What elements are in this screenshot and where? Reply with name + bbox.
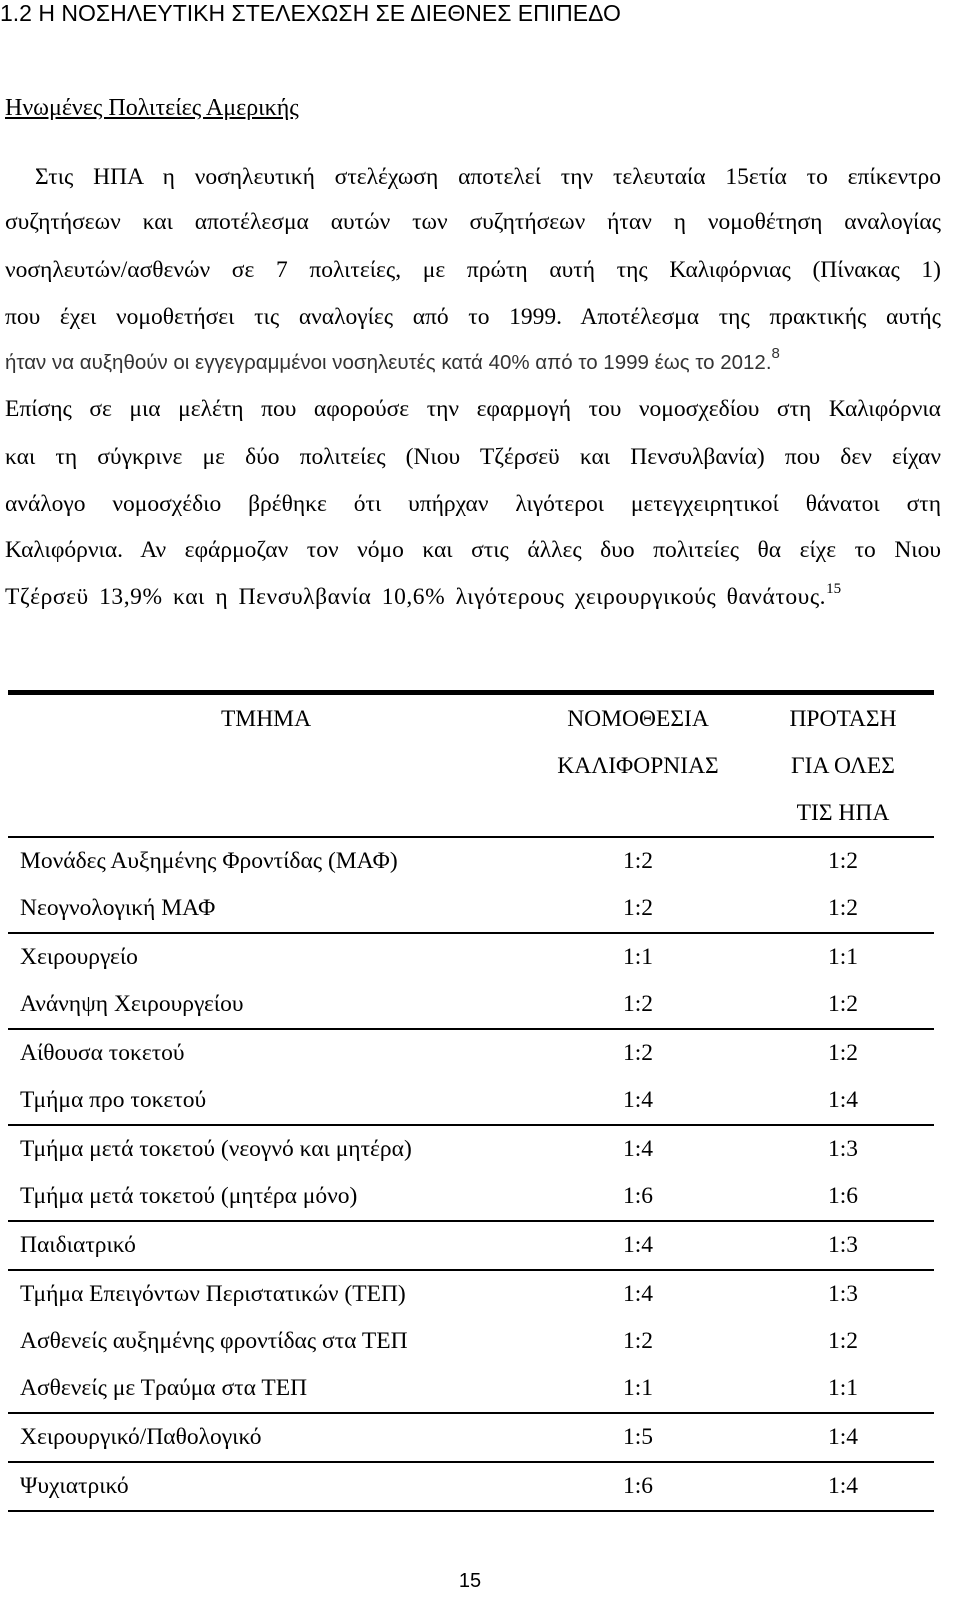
- table-bottom-rule: [8, 1510, 934, 1512]
- cell-california: 1:1: [622, 1375, 654, 1401]
- table-row: [8, 1126, 934, 1173]
- cell-unit: Ασθενείς με Τραύμα στα ΤΕΠ: [20, 1375, 308, 1401]
- footnote-ref-8: 8: [771, 345, 780, 362]
- body-line-8: ανάλογο νομοσχέδιο βρέθηκε ότι υπήρχαν λιγότεροι μετεγχειρητικοί θάνατοι στη: [5, 491, 941, 517]
- table-row: [8, 981, 934, 1028]
- cell-unit: Αίθουσα τοκετού: [20, 1040, 185, 1066]
- cell-proposal: 1:1: [827, 1375, 859, 1401]
- section-subheading: Ηνωμένες Πολιτείες Αμερικής: [5, 95, 299, 121]
- cell-unit: Μονάδες Αυξημένης Φροντίδας (ΜΑΦ): [20, 848, 398, 874]
- header-proposal-line2: ΓΙΑ ΟΛΕΣ: [791, 753, 895, 779]
- footnote-ref-15: 15: [826, 581, 842, 597]
- cell-unit: Ανάνηψη Χειρουργείου: [20, 991, 244, 1017]
- cell-california: 1:4: [622, 1281, 654, 1307]
- cell-unit: Νεογνολογική ΜΑΦ: [20, 895, 216, 921]
- cell-california: 1:2: [622, 895, 654, 921]
- header-california-line1: ΝΟΜΟΘΕΣΙΑ: [567, 706, 709, 732]
- header-unit: [8, 696, 524, 743]
- cell-california: 1:2: [622, 1328, 654, 1354]
- cell-proposal: 1:3: [827, 1281, 859, 1307]
- cell-proposal: 1:1: [827, 944, 859, 970]
- cell-unit: Χειρουργείο: [20, 944, 138, 970]
- cell-california: 1:1: [622, 944, 654, 970]
- cell-unit: Τμήμα μετά τοκετού (νεογνό και μητέρα): [20, 1136, 412, 1162]
- cell-proposal: 1:2: [827, 848, 859, 874]
- body-line-10: [5, 580, 941, 614]
- body-line-3: νοσηλευτών/ασθενών σε 7 πολιτείες, με πρώτη αυτή της Καλιφόρνιας (Πίνακας 1): [5, 257, 941, 283]
- cell-proposal: 1:2: [827, 991, 859, 1017]
- header-proposal-line3: ΤΙΣ ΗΠΑ: [796, 800, 890, 826]
- cell-proposal: 1:2: [827, 1328, 859, 1354]
- cell-california: 1:6: [622, 1183, 654, 1209]
- table-row: [8, 1365, 934, 1412]
- body-line-10-text: Τζέρσεϋ 13,9% και η Πενσυλβανία 10,6% λιγότερους χειρουργικούς θανάτους.: [5, 584, 827, 610]
- body-line-9: Καλιφόρνια. Αν εφάρμοζαν τον νόμο και στις άλλες δυο πολιτείες θα είχε το Νιου: [5, 537, 941, 563]
- table-row: [8, 1173, 934, 1220]
- cell-california: 1:4: [622, 1136, 654, 1162]
- cell-california: 1:2: [622, 1040, 654, 1066]
- body-line-5: [5, 346, 905, 380]
- cell-california: 1:6: [622, 1473, 654, 1499]
- cell-unit: Τμήμα μετά τοκετού (μητέρα μόνο): [20, 1183, 358, 1209]
- cell-proposal: 1:6: [827, 1183, 859, 1209]
- staffing-ratio-table: [8, 690, 934, 1512]
- page-number: 15: [458, 1570, 482, 1592]
- header-proposal-line1: ΠΡΟΤΑΣΗ: [789, 706, 897, 732]
- header-california: [524, 696, 752, 790]
- table-header: [8, 695, 934, 836]
- body-line-7: και τη σύγκρινε με δύο πολιτείες (Νιου Τζέρσεϋ και Πενσυλβανία) που δεν είχαν: [5, 444, 941, 470]
- cell-proposal: 1:3: [827, 1136, 859, 1162]
- cell-unit: Ψυχιατρικό: [20, 1473, 129, 1499]
- cell-california: 1:5: [622, 1424, 654, 1450]
- cell-proposal: 1:3: [827, 1232, 859, 1258]
- cell-proposal: 1:2: [827, 1040, 859, 1066]
- body-line-2: συζητήσεων και αποτέλεσμα αυτών των συζητήσεων ήταν η νομοθέτηση αναλογίας: [5, 209, 941, 235]
- header-unit-label: ΤΜΗΜΑ: [220, 706, 312, 732]
- cell-unit: Ασθενείς αυξημένης φροντίδας στα ΤΕΠ: [20, 1328, 408, 1354]
- table-row: [8, 1318, 934, 1365]
- cell-proposal: 1:4: [827, 1087, 859, 1113]
- table-row: [8, 1271, 934, 1318]
- table-row: [8, 1414, 934, 1461]
- cell-unit: Χειρουργικό/Παθολογικό: [20, 1424, 262, 1450]
- cell-proposal: 1:2: [827, 895, 859, 921]
- table-row: [8, 838, 934, 885]
- header-proposal: [752, 696, 934, 837]
- header-california-line2: ΚΑΛΙΦΟΡΝΙΑΣ: [557, 753, 719, 779]
- cell-california: 1:2: [622, 848, 654, 874]
- cell-proposal: 1:4: [827, 1473, 859, 1499]
- body-line-6: Επίσης σε μια μελέτη που αφορούσε την εφαρμογή του νομοσχεδίου στη Καλιφόρνια: [5, 396, 941, 422]
- table-row: [8, 934, 934, 981]
- cell-unit: Παιδιατρικό: [20, 1232, 136, 1258]
- table-row: [8, 1077, 934, 1124]
- table-row: [8, 1030, 934, 1077]
- body-line-4: που έχει νομοθετήσει τις αναλογίες από το 1999. Αποτέλεσμα της πρακτικής αυτής: [5, 304, 941, 330]
- cell-proposal: 1:4: [827, 1424, 859, 1450]
- table-row: [8, 1222, 934, 1269]
- cell-california: 1:2: [622, 991, 654, 1017]
- cell-california: 1:4: [622, 1232, 654, 1258]
- cell-unit: Τμήμα Επειγόντων Περιστατικών (ΤΕΠ): [20, 1281, 406, 1307]
- body-line-1: Στις ΗΠΑ η νοσηλευτική στελέχωση αποτελεί την τελευταία 15ετία το επίκεντρο: [35, 164, 941, 190]
- table-row: [8, 1463, 934, 1510]
- cell-unit: Τμήμα προ τοκετού: [20, 1087, 207, 1113]
- cell-california: 1:4: [622, 1087, 654, 1113]
- table-row: [8, 885, 934, 932]
- body-line-5-text: ήταν να αυξηθούν οι εγγεγραμμένοι νοσηλευτές κατά 40% από το 1999 έως το 2012.: [5, 351, 772, 374]
- section-heading: 1.2 Η ΝΟΣΗΛΕΥΤΙΚΗ ΣΤΕΛΕΧΩΣΗ ΣΕ ΔΙΕΘΝΕΣ ΕΠΙΠΕΔΟ: [0, 0, 621, 26]
